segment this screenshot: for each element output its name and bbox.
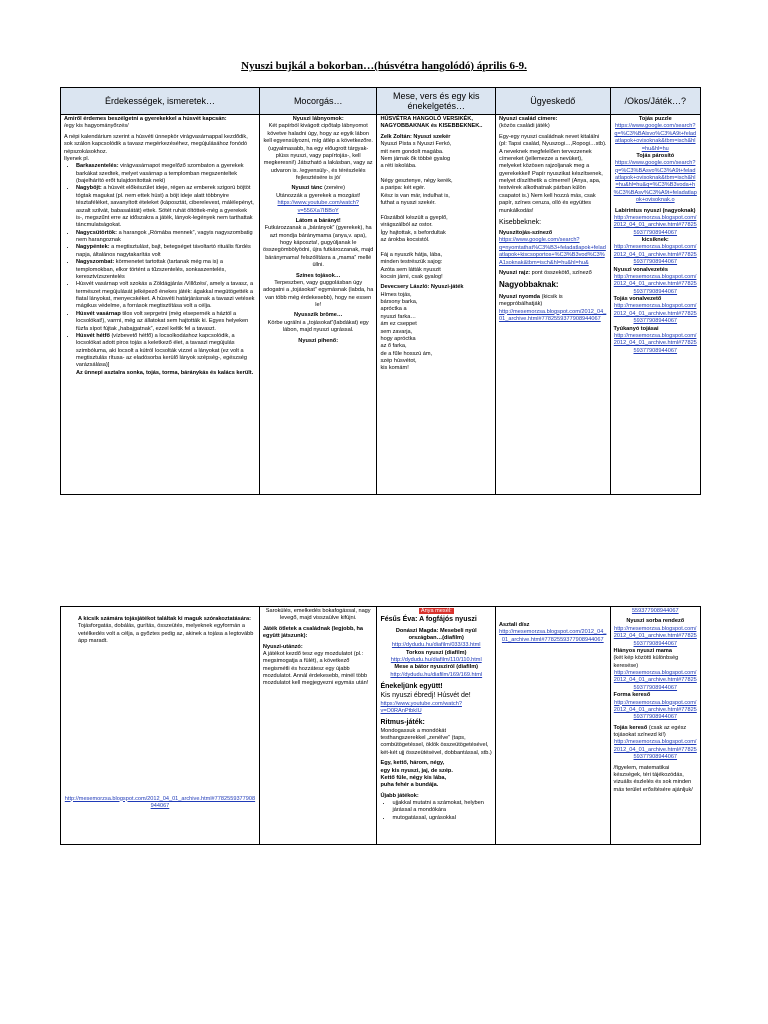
item-text: a megtisztulást, bajt, betegséget távoltartó rituális fürdés napja, általános nagytakarítás volt [76,244,251,258]
item-term: Húsvét vasárnap [76,310,121,317]
item-term: Nagyszombat: [76,259,115,266]
game-note: (két kép közötti különbség keresése) [613,655,679,669]
poem-line [380,208,492,215]
blog-link-continued[interactable]: 559377908944067 [631,608,679,614]
youtube-link[interactable]: https://www.youtube.com/watch?v=O0RAnPtbkIU [380,700,462,715]
blog-link[interactable]: http://mesemorzsa.blogspot.com/2012_04_01_archive.html#7782559377908944067 [613,739,697,761]
item-text: (vízbevető hétfő) a locsolkodáshoz kapcsolódik, a locsolókat adott piros tojás a keletkező élet, a tavaszi megújulás szimbóluma, aki locsolt a kútról locsolták vizzel a lányokat (ez volt a megtisztulás rítusa- az eladósorba kerülő lányok szépség-, egészség varázsálása)] [76,332,248,369]
activity-table-page-1 [60,87,701,495]
egg-games-text: Tojásforgatás, dobálás, gurítás, összeütés, melyeknek egyformán a vetélkedés volt a célja, a győztes pedig az, akinek a tojása a legtovább ápp maradt. [78,623,254,645]
activity-text: Két papírból kivágott cipőtalp lábnyomot követve haladni úgy, hogy az egyik lábon kell egyensúlyozni, míg átlép a következőre. (ugyalmasabb, ha egy előugrott tárgyak-plüss nyuszi, vagy papírtojás-, kell megkeresni!) Játszható a lakásban, vagy az udvaron is. /egyensúly-, és térészlelés fejlesztésére is jó/ [263,123,373,181]
game-heading: Nyuszi sorba rendező [626,618,685,625]
poem-text [380,141,492,281]
list-item [76,281,256,311]
google-link[interactable]: https://www.google.com/search?q=%C3%BAlsvo%C3%A9t+feladatlapok+ovisoknak&tbm=isch&hl=hu&hl=hu [614,123,697,152]
cell-tales-poems [377,607,496,845]
poem-line: Nyuszi Pista s Nyuszi Ferkó, [380,141,452,148]
rhythm-text: Mondogassuk a mondókát testhangszerekkel „zenélve” (taps, combütögetéssel, öklök összeütögetésével, két-két ujj összeütésével, dobbantással, stb.) [380,727,492,756]
tale-title: Mese a bátor nyusziról (diafilm) [394,664,479,671]
cell-crafts [496,607,611,845]
activity-heading: Nyusszik bröme… [293,312,343,319]
item-term: Nagyböjt: [76,185,102,192]
cell-smart-games [610,115,700,495]
craft-heading: Nyuszi rajz: [499,269,531,276]
new-games-heading: Újabb játékok: [380,792,419,799]
poem-line [380,171,492,178]
poem-line: Hímes tojás, [380,291,412,298]
craft-heading: Nyuszi nyomda [499,293,541,300]
poem-line: Fűszálból készült a gyeplő, [380,214,448,221]
intro-subtitle: /egy kis hagyományőrzés/ [64,123,129,130]
poem-line: szép húsvétot, [380,358,417,364]
item-text: a harangok „Rómába mennek”, vagyis nagyszombatig nem harangoznak [76,229,253,243]
craft-heading-big: Nagyobbaknak: [499,280,559,290]
poems-heading: HÚSVÉTRA HANGOLÓ VERSIKÉK, NAGYOBBAKNAK és KISEBBEKNEK.. [380,116,483,130]
activity-heading: Nyuszi lábnyomok: [292,116,344,122]
skills-note: /figyelem, matematikai készségek, téri tájékozódás, vizuális észlelés és sok minden más terület erősítésére ajánljuk/ [613,764,693,793]
poem-line: minden testrészük sajog: [380,259,443,266]
activity-text: Körbe ugrálni a „tojásokat”(labdákat) egy lábon, majd nyuszi ugrással. [267,319,369,334]
poem-line: virágszálból az ostor. [380,222,433,229]
poem-line: Egy, kettő, három, négy, [380,760,445,767]
item-term: Az ünnepi asztalra sonka, tojás, torma, báránykás és kalács került. [76,369,254,376]
blog-link[interactable]: http://mesemorzsa.blogspot.com/2012_04_01_archive.html#7782559377908944067 [499,308,607,323]
cell-interesting-facts [61,115,260,495]
poem-line: Négy gesztenye, négy kerék, [380,178,453,184]
craft-heading-small: Kisebbeknek: [499,218,542,226]
poem-line: Kettő füle, négy kis lába, [380,774,447,781]
blog-link[interactable]: http://mesemorzsa.blogspot.com/2012_04_01_archive.html#7782559377908944067 [613,670,697,691]
poem-text [380,292,492,373]
activity-heading: Nyuszi pihenő: [298,337,339,344]
cell-smart-games [610,607,700,845]
rhyme-text [380,760,492,790]
craft-heading: Nyuszitojás-színező [499,230,553,237]
item-text: Húsvét vasárnap volt szokás a Zöldágjárás /Villőzés/, amely a tavasz, a természet megújulását jelképező énekes játék: ágakkal megütögették a fiatal lányokat, menyecskéket. A húsvéti határjárásnak a tavaszi vetések mágikus védelme, a források megtisztítása volt a célja. [76,281,255,310]
poem-line: kis komám! [380,365,409,372]
diafilm-link[interactable]: http://dydudu.hu/diafilm/110/110.html [390,657,482,664]
poem-line: bársony barka, [380,299,418,305]
blog-link[interactable]: http://mesemorzsa.blogspot.com/2012_04_01_archive.html#7782559377908944067 [64,795,256,809]
activity-text: A játékot kezdő tesz egy mozdulatot (pl.: megsimogatja a fülét), a következő megismétli és hozzátesz egy újabb mozdulatot. Annál érdekesebb, minél több mozdulatot kell megjegyezni egymás után! [262,650,369,687]
blog-link[interactable]: http://mesemorzsa.blogspot.com/2012_04_01_archive.html#7782559377908944067 [613,699,697,721]
activity-table-page-2 [60,606,701,845]
item-text: körmenetet tartottak (tartanak még ma is) a templomokban, elkor történt a tűzszentelés, sonkaszentelés, keresztvízszentelés [76,259,226,280]
song-title: Kis nyuszi ébredj! Húsvét de! [380,692,471,700]
game-heading: Tojás kereső [613,724,648,731]
tale-title: Torkos nyuszi (diafilm) [405,649,467,656]
game-heading: Tyúkanyó tojásai [613,325,659,332]
paragraph: Ilyenek pl. [64,155,90,162]
game-heading: Labirintus nyuszi (nagyoknak) [615,207,696,214]
tale-title: Fésűs Éva: A fogfájós nyuszi [380,616,477,624]
poem-line: egy kis nyuszi, jaj, de szép. [380,767,453,774]
poem-line: hogy apróctka [380,335,416,342]
activity-heading: Látom a bárányt! [295,217,341,224]
poem-line: Nem járnak ők többé gyalog [380,155,451,162]
poem-line: de a fűle hosszú ám, [380,350,433,357]
list-item [76,244,256,259]
poem-line: a réti iskolába. [380,163,417,170]
game-heading: Tojás párosító [636,152,675,159]
item-term: Húsvét hétfő [76,332,110,339]
youtube-link[interactable]: https://www.youtube.com/watch?v=556Xa7IBBoY [277,200,359,214]
item-text: virágvasárnapot megelőző szombaton a gyerekek barkákat szedtek, melyet vasárnap a templomban megszenteltek (bajelhárító erőt tulajdonítottak neki) [76,163,244,184]
list-item [76,185,256,229]
list-item [76,333,256,370]
craft-heading: Nyuszi család címere: [499,116,558,122]
item-text: a húsvét előkészület ideje, régen az emberek szigorú böjtöt tógtak magukat (pl. nem ettek húst) a böjt ideje alatt többnyire tésztaféléket, savanyított ételeket (káposztát, ciberelevest, málélepényt, aszalt szilvát, babasalátát) ettek. Sötét ruhát öltöttek-még a gyerekek is-, megszűnt erre az időszakra a játék, lányok-legények nem tarthattak táncmulatságokat. [76,185,254,229]
poem-line: Fáj a nyuszik hátja, lába, [380,251,443,258]
poem-line: futhat a nyuszi szekér. [380,200,436,207]
craft-text: (kicsik is megpróbálhatják) [499,293,563,308]
list-item [76,230,256,245]
game-heading: Tojás puzzle [638,116,672,122]
cell-interesting-facts [61,607,260,845]
activity-text: Terpeszben, vagy guggolásban úgy adogatni a „tojásokat” egymásnak (labda, ha van több még érdekesebb), hogy ne essen le! [263,279,374,308]
craft-text: Egy-egy nyuszi családnak nevet kitalálni (pl: Tapsi család, Nyuszogi…,Ropogi…stb). A neveknek megfelelően tervezzenek címereket (jellemezze a nevüket), melyeket közösen rajzoljanak meg a gyerekekkel! Papír nyuszikat készítsenek, melyet díszíthetik a címerrel! (Anya, apa, testvérek alkothatnak párban külön csapatot is.) Nem kell hozzá más, csak papír, színes ceruza, olló és együttes munkálkodás! [499,133,607,214]
craft-text: pont összekötő, színező [530,269,592,276]
activity-heading: Nyuszi-utánzó: [262,643,303,650]
cell-movement [259,115,377,495]
poem-line: nyuszi farka… [380,313,416,320]
song-heading: Énekeljünk együtt! [380,683,443,691]
activity-text: Futkározzanak a „bárányok” (gyerekek), ha azt mondja báránymama (anya,v. apa), hogy káposzta!, gugyúljanak le összegömbölyödni, újra futkározzanak, majd báránymama! felszólításra a „mama” mellé üllni. [263,225,374,269]
family-games-heading: Játék ötletek a családnak (legjobb, ha együtt játszunk): [262,625,364,640]
blog-link[interactable]: http://mesemorzsa.blogspot.com/2012_04_01_archive.html#7782559377908944067 [613,273,697,295]
cell-movement [259,607,377,845]
poem-line: sem zavarja, [380,328,413,335]
poem-line: puha fehér a bundája. [380,782,439,789]
game-heading: Hiányos nyuszi mama [613,647,672,654]
diafilm-link[interactable]: http://dydudu.hu/diafilm/033/33.html [391,642,481,649]
blog-link[interactable]: http://mesemorzsa.blogspot.com/2012_04_01_archive.html#7782559377908944067 [613,625,697,647]
poem-line: Így hajtottak, s befordultak [380,229,446,236]
google-link[interactable]: https://www.google.com/search?q=%C3%BAsvo%C3%A9t+feladatlapok+ovisoknak&tbm=isch&hl=hu&hl=hu&q=%C3%B3voda+h%C3%BAsv%C3%A9t+feladatlapok+ovisoknak.o [613,160,697,204]
activity-text: Utánozzák a gyerekek a mozgást! [276,192,361,199]
rhythm-heading: Ritmus-játék: [380,719,425,727]
poem-line: apróctka a [380,306,407,313]
header-interesting-facts: Érdekességek, ismeretek… [61,88,260,115]
header-smart-games: /Okos/Játék…? [610,88,700,115]
list-item: • ujjakkal mutatni a számokat, helyben járással a mondókára [392,800,492,815]
item-term: Nagycsütörtök: [76,229,118,236]
item-text: tilos volt seprgetni (még elsepernék a háztól a locsolókat!), varrni, még az állatokat sem hajtották ki. Egyes helyeken füzfa sípot fújtak „habajgatnak”, ezzel keltik fel a tavaszt. [76,310,249,332]
header-tales-poems: Mese, vers és egy kis énekelgetés… [377,88,496,115]
blog-link[interactable]: http://mesemorzsa.blogspot.com/2012_04_01_archive.html#7782559377908944067 [613,332,697,354]
list-item [76,163,256,185]
poem-line: az árokba kocsistól. [380,237,430,243]
poem-line: Azóta sem látták nyuszit [380,266,441,273]
activity-heading: Nyuszi tánc [291,185,323,192]
list-item [76,259,256,281]
item-term: Nagypéntek: [76,244,110,251]
activity-heading: Színes tojások… [295,272,341,279]
list-item [76,311,256,333]
list-item [76,370,256,377]
craft-heading: Asztali dísz [499,622,530,628]
tradition-list [64,163,256,377]
item-term: Barkaszentelés: [76,163,119,170]
poem-line: az ő farka, [380,343,407,350]
header-movement: Mocorgás… [259,88,377,115]
game-note: (csak az egész tojásokat színezd ki!) [613,724,687,738]
poem-title: Devecsery László: Nyuszi-játék [380,284,464,291]
google-link[interactable]: https://www.google.com/search?q=nyomtathat%C3%B3+feladatlapok+feladatlapok+kiscsoportos+%C3%B3vod%C3%A1soknak&tbm=isch&hl=hu&hl=hu& [499,237,606,266]
egg-games-heading: A kicsik számára tojásjátékot találtak ki maguk szórakoztatására: [78,616,251,622]
cell-tales-poems [377,115,496,495]
game-heading: Tojás vonalvezető [613,296,662,302]
poem-line: a paripa: két egér. [380,185,426,192]
intro-heading: Amiről érdemes beszélgetni a gyerekekkel a húsvét kapcsán: [64,116,227,122]
activity-text: Sarokülés, emelkedés bokafogással, nagy levegő, majd visszaülve kifújni. [265,608,371,622]
blog-link[interactable]: http://mesemorzsa.blogspot.com/2012_04_01_archive.html#7782559377908944067 [613,303,697,325]
poem-line: mit nem gondolt magába. [380,148,444,155]
poem-line [380,244,492,251]
table-row [61,607,701,845]
table-row [61,115,701,495]
poem-line: Kész is van már, indulhat is, [380,192,450,199]
game-heading: kicsiknek: [641,237,669,243]
game-heading: Forma kereső [613,692,651,699]
activity-note: (zenére) [322,185,345,192]
poem-line: kocsin járni, csak gyalog! [380,273,443,280]
game-heading: Nyuszi vonalvezetés [613,266,668,273]
list-item: • mutogatással, ugrásokkal [392,815,492,822]
header-crafts: Ügyeskedő [496,88,611,115]
poem-title: Zelk Zoltán: Nyuszi szekér [380,133,451,140]
diafilm-link[interactable]: http://dydudu.hu/diafilm/169/169.html [390,671,483,678]
tale-title: Donászi Magda: Mesebeli nyúl országban…(diafilm) [395,627,477,641]
poem-line: ám ez cseppet [380,321,417,328]
paragraph: A népi kalendárium szerint a húsvéti ünnepkör virágvasárnappal kezdődik, sok szálon kapcsolódik a tavasz megérkezéséhez, megújulásához fonódó népszokásokhoz. [64,133,248,155]
document-title: Nyuszi bujkál a bokorban…(húsvétra hangolódó) április 6-9. [241,60,527,72]
mother-tells-badge: Anya mesél: [420,608,452,614]
blog-link[interactable]: http://mesemorzsa.blogspot.com/2012_04_01_archive.html#7782559377908944067 [499,629,607,643]
blog-link[interactable]: http://mesemorzsa.blogspot.com/2012_04_01_archive.html#7782559377908944067 [613,244,697,266]
table-header-row [61,88,701,115]
blog-link[interactable]: http://mesemorzsa.blogspot.com/2012_04_01_archive.html#7782559377908944067 [613,214,697,236]
cell-crafts [496,115,611,495]
craft-subheading: (közös családi játék) [499,123,550,130]
